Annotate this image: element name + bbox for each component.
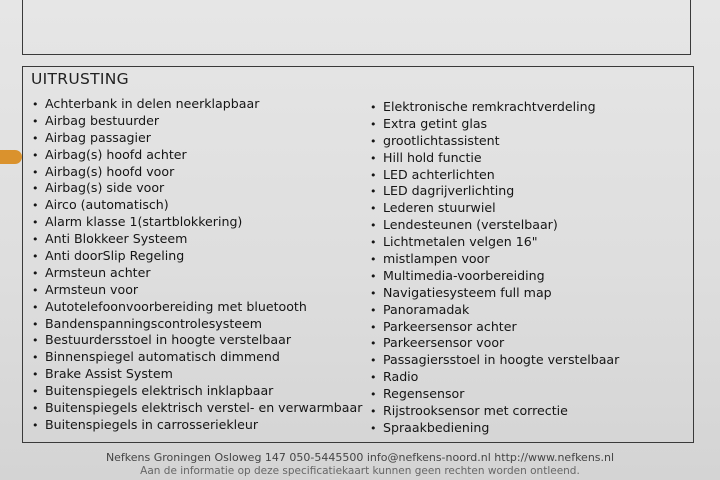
bullet-icon: •: [32, 283, 39, 297]
bullet-icon: •: [32, 131, 39, 145]
bullet-icon: •: [370, 101, 377, 114]
list-item: [32, 248, 362, 265]
item-label: LED dagrijverlichting: [383, 183, 515, 199]
item-label: Alarm klasse 1(startblokkering): [45, 214, 243, 230]
item-label: Panoramadak: [383, 301, 470, 317]
bullet-icon: •: [370, 354, 377, 368]
list-item: [370, 167, 700, 184]
item-label: Rijstrooksensor met correctie: [383, 403, 568, 419]
item-label: Parkeersensor voor: [383, 335, 505, 351]
bullet-icon: •: [32, 351, 39, 365]
item-label: Lederen stuurwiel: [383, 200, 496, 216]
bullet-icon: •: [32, 317, 39, 331]
list-item: [370, 369, 700, 386]
bullet-icon: •: [370, 371, 377, 385]
list-item: [32, 400, 362, 417]
bullet-icon: •: [370, 303, 377, 317]
item-label: Autotelefoonvoorbereiding met bluetooth: [45, 298, 307, 314]
item-label: Buitenspiegels elektrisch verstel- en verwarmbaar: [45, 400, 363, 416]
bullet-icon: •: [32, 266, 39, 280]
bullet-icon: •: [370, 151, 377, 165]
list-item: [32, 214, 362, 231]
list-item: [32, 147, 362, 164]
list-item: [370, 251, 700, 268]
top-section-box: [22, 0, 691, 55]
bullet-icon: •: [370, 337, 377, 351]
list-item: [32, 197, 362, 214]
list-item: [370, 420, 700, 437]
item-label: Regensensor: [383, 386, 465, 402]
equipment-list-left: [32, 96, 362, 434]
list-item: [370, 133, 700, 150]
item-label: Armsteun voor: [45, 281, 139, 297]
list-item: [32, 265, 362, 282]
list-item: [370, 234, 700, 251]
list-item: [370, 200, 700, 217]
list-item: [370, 99, 700, 116]
item-label: Airbag(s) hoofd voor: [45, 163, 175, 179]
item-label: Lendesteunen (verstelbaar): [383, 217, 558, 233]
item-label: Anti Blokkeer Systeem: [45, 231, 188, 247]
equipment-list-right: [370, 99, 700, 437]
bullet-icon: •: [32, 148, 39, 162]
bullet-icon: •: [32, 368, 39, 382]
bullet-icon: •: [32, 418, 39, 432]
item-label: Bandenspanningscontrolesysteem: [45, 315, 263, 331]
section-title: UITRUSTING: [31, 70, 129, 88]
list-item: [370, 302, 700, 319]
bullet-icon: •: [32, 216, 39, 230]
bullet-icon: •: [32, 233, 39, 247]
list-item: [370, 335, 700, 352]
bullet-icon: •: [32, 165, 39, 179]
bullet-icon: •: [32, 402, 39, 416]
list-item: [32, 96, 362, 113]
item-label: Anti doorSlip Regeling: [45, 248, 185, 264]
list-item: [32, 383, 362, 400]
item-label: Spraakbediening: [383, 419, 490, 435]
list-item: [370, 319, 700, 336]
list-item: [32, 164, 362, 181]
list-item: [370, 285, 700, 302]
item-label: Buitenspiegels in carrosseriekleur: [45, 416, 259, 432]
item-label: Hill hold functie: [383, 149, 482, 165]
item-label: Armsteun achter: [45, 264, 151, 280]
list-item: [32, 130, 362, 147]
list-item: [32, 366, 362, 383]
list-item: [32, 299, 362, 316]
list-item: [32, 332, 362, 349]
item-label: Brake Assist System: [45, 366, 173, 382]
bullet-icon: •: [370, 388, 377, 402]
list-item: [32, 231, 362, 248]
list-item: [370, 150, 700, 167]
bullet-icon: •: [32, 334, 39, 348]
item-label: Binnenspiegel automatisch dimmend: [45, 349, 280, 365]
bullet-icon: •: [32, 114, 39, 128]
bullet-icon: •: [32, 182, 39, 196]
bullet-icon: •: [370, 421, 377, 435]
item-label: Lichtmetalen velgen 16": [383, 234, 538, 250]
item-label: Bestuurdersstoel in hoogte verstelbaar: [45, 332, 292, 348]
footer-disclaimer: Aan de informatie op deze specificatiekaart kunnen geen rechten worden ontleend.: [140, 465, 580, 477]
bullet-icon: •: [370, 269, 377, 283]
bullet-icon: •: [370, 134, 377, 148]
orange-tab-marker: [0, 150, 22, 164]
bullet-icon: •: [370, 405, 377, 419]
item-label: Navigatiesysteem full map: [383, 284, 552, 300]
bullet-icon: •: [32, 300, 39, 314]
item-label: LED achterlichten: [383, 166, 495, 182]
bullet-icon: •: [370, 253, 377, 267]
list-item: [32, 282, 362, 299]
bullet-icon: •: [32, 385, 39, 399]
item-label: Airbag(s) side voor: [45, 180, 165, 196]
list-item: [32, 113, 362, 130]
bullet-icon: •: [32, 199, 39, 213]
bullet-icon: •: [32, 98, 39, 111]
footer-contact: Nefkens Groningen Osloweg 147 050-5445500 info@nefkens-noord.nl http://www.nefkens.nl: [105, 451, 615, 464]
item-label: Extra getint glas: [383, 115, 488, 131]
list-item: [370, 183, 700, 200]
item-label: Multimedia-voorbereiding: [383, 267, 545, 283]
bullet-icon: •: [370, 236, 377, 250]
item-label: Airbag(s) hoofd achter: [45, 146, 187, 162]
list-item: [370, 268, 700, 285]
item-label: mistlampen voor: [383, 251, 490, 267]
list-item: [32, 180, 362, 197]
bullet-icon: •: [370, 219, 377, 233]
item-label: Radio: [383, 369, 419, 385]
list-item: [370, 352, 700, 369]
list-item: [370, 116, 700, 133]
list-item: [32, 417, 362, 434]
list-item: [370, 217, 700, 234]
item-label: Achterbank in delen neerklapbaar: [45, 96, 260, 111]
item-label: Parkeersensor achter: [383, 318, 517, 334]
item-label: Airco (automatisch): [45, 197, 169, 213]
bullet-icon: •: [370, 185, 377, 199]
item-label: Buitenspiegels elektrisch inklapbaar: [45, 383, 274, 399]
item-label: Elektronische remkrachtverdeling: [383, 99, 596, 114]
bullet-icon: •: [370, 202, 377, 216]
bullet-icon: •: [370, 320, 377, 334]
bullet-icon: •: [32, 250, 39, 264]
item-label: Airbag passagier: [45, 129, 151, 145]
list-item: [32, 349, 362, 366]
bullet-icon: •: [370, 117, 377, 131]
list-item: [370, 403, 700, 420]
item-label: grootlichtassistent: [383, 132, 500, 148]
list-item: [370, 386, 700, 403]
bullet-icon: •: [370, 168, 377, 182]
list-item: [32, 316, 362, 333]
bullet-icon: •: [370, 286, 377, 300]
item-label: Passagiersstoel in hoogte verstelbaar: [383, 352, 620, 368]
item-label: Airbag bestuurder: [45, 112, 160, 128]
